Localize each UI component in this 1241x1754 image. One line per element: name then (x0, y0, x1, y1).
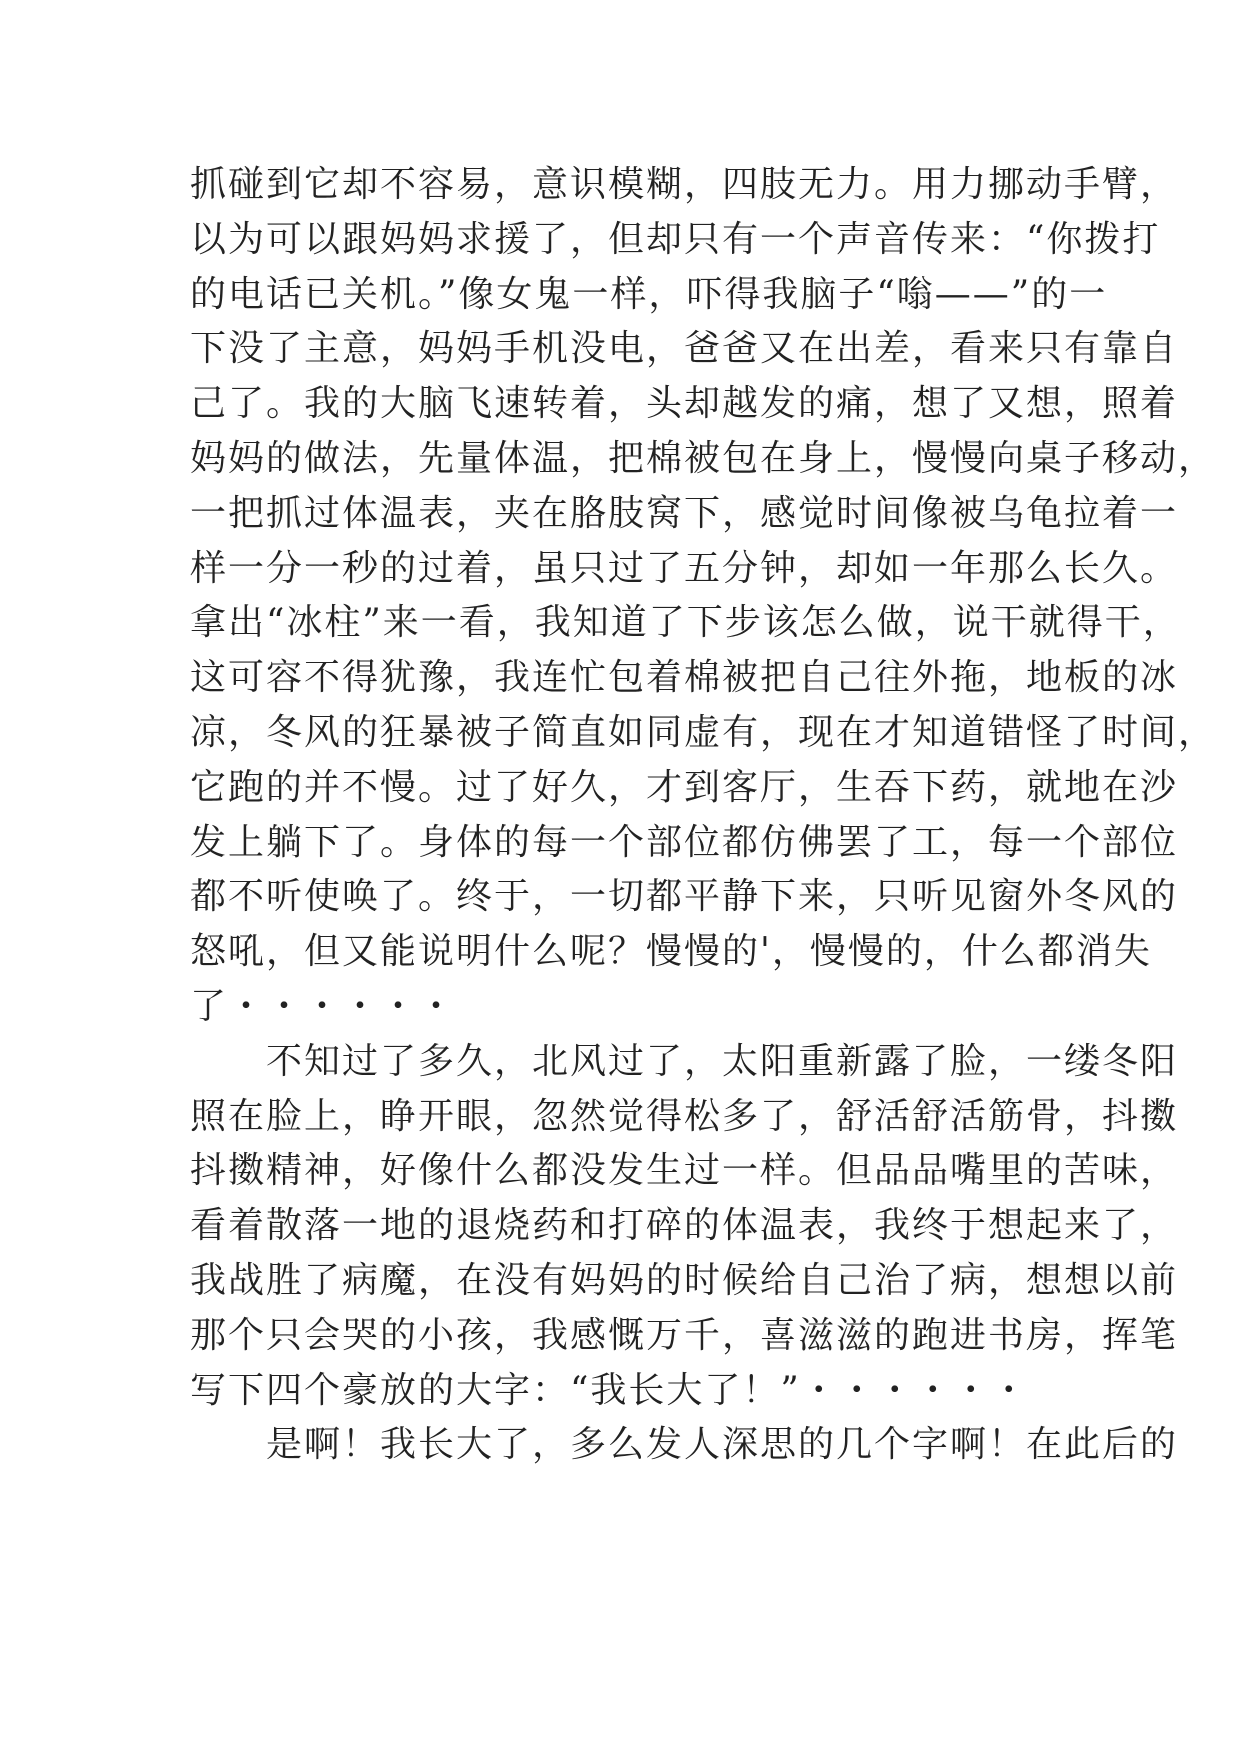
text-line: 是啊！我长大了，多么发人深思的几个字啊！在此后的 (190, 1424, 1179, 1466)
text-line: 这可容不得犹豫，我连忙包着棉被把自己往外拖，地板的冰 (190, 657, 1179, 699)
text-line: 看着散落一地的退烧药和打碎的体温表，我终于想起来了， (190, 1205, 1179, 1247)
text-line: 抓碰到它却不容易，意识模糊，四肢无力。用力挪动手臂， (190, 164, 1179, 205)
text-line: 了・・・・・・ (190, 985, 457, 1027)
text-line: 己了。我的大脑飞速转着，头却越发的痛，想了又想，照着 (190, 383, 1179, 425)
text-line: 写下四个豪放的大字：“我长大了！”・・・・・・ (190, 1369, 1029, 1411)
text-line: 不知过了多久，北风过了，太阳重新露了脸，一缕冬阳 (190, 1040, 1179, 1082)
text-line: 抖擞精神，好像什么都没发生过一样。但品品嘴里的苦味， (190, 1150, 1179, 1192)
text-line: 照在脸上，睁开眼，忽然觉得松多了，舒活舒活筋骨，抖擞 (190, 1095, 1179, 1137)
text-line: 拿出“冰柱”来一看，我知道了下步该怎么做，说干就得干， (190, 602, 1181, 644)
body-text (190, 158, 1217, 1473)
text-line: 下没了主意，妈妈手机没电，爸爸又在出差，看来只有靠自 (190, 328, 1179, 370)
text-line: 我战胜了病魔，在没有妈妈的时候给自己治了病，想想以前 (190, 1259, 1179, 1301)
text-line: 发上躺下了。身体的每一个部位都仿佛罢了工，每一个部位 (190, 821, 1179, 863)
text-line: 怒吼，但又能说明什么呢？慢慢的'，慢慢的，什么都消失 (190, 931, 1152, 973)
text-line: 的电话已关机。”像女鬼一样，吓得我脑子“嗡——”的一 (190, 273, 1108, 315)
text-line: 一把抓过体温表，夹在胳肢窝下，感觉时间像被乌龟拉着一 (190, 492, 1179, 534)
text-line: 凉，冬风的狂暴被子简直如同虚有，现在才知道错怪了时间， (190, 711, 1217, 753)
text-line: 妈妈的做法，先量体温，把棉被包在身上，慢慢向桌子移动， (190, 437, 1217, 479)
text-line: 样一分一秒的过着，虽只过了五分钟，却如一年那么长久。 (190, 547, 1179, 589)
text-line: 以为可以跟妈妈求援了，但却只有一个声音传来：“你拨打 (190, 218, 1161, 260)
text-line: 都不听使唤了。终于，一切都平静下来，只听见窗外冬风的 (190, 876, 1179, 918)
text-line: 它跑的并不慢。过了好久，才到客厅，生吞下药，就地在沙 (190, 766, 1179, 808)
text-line: 那个只会哭的小孩，我感慨万千，喜滋滋的跑进书房，挥笔 (190, 1314, 1179, 1356)
